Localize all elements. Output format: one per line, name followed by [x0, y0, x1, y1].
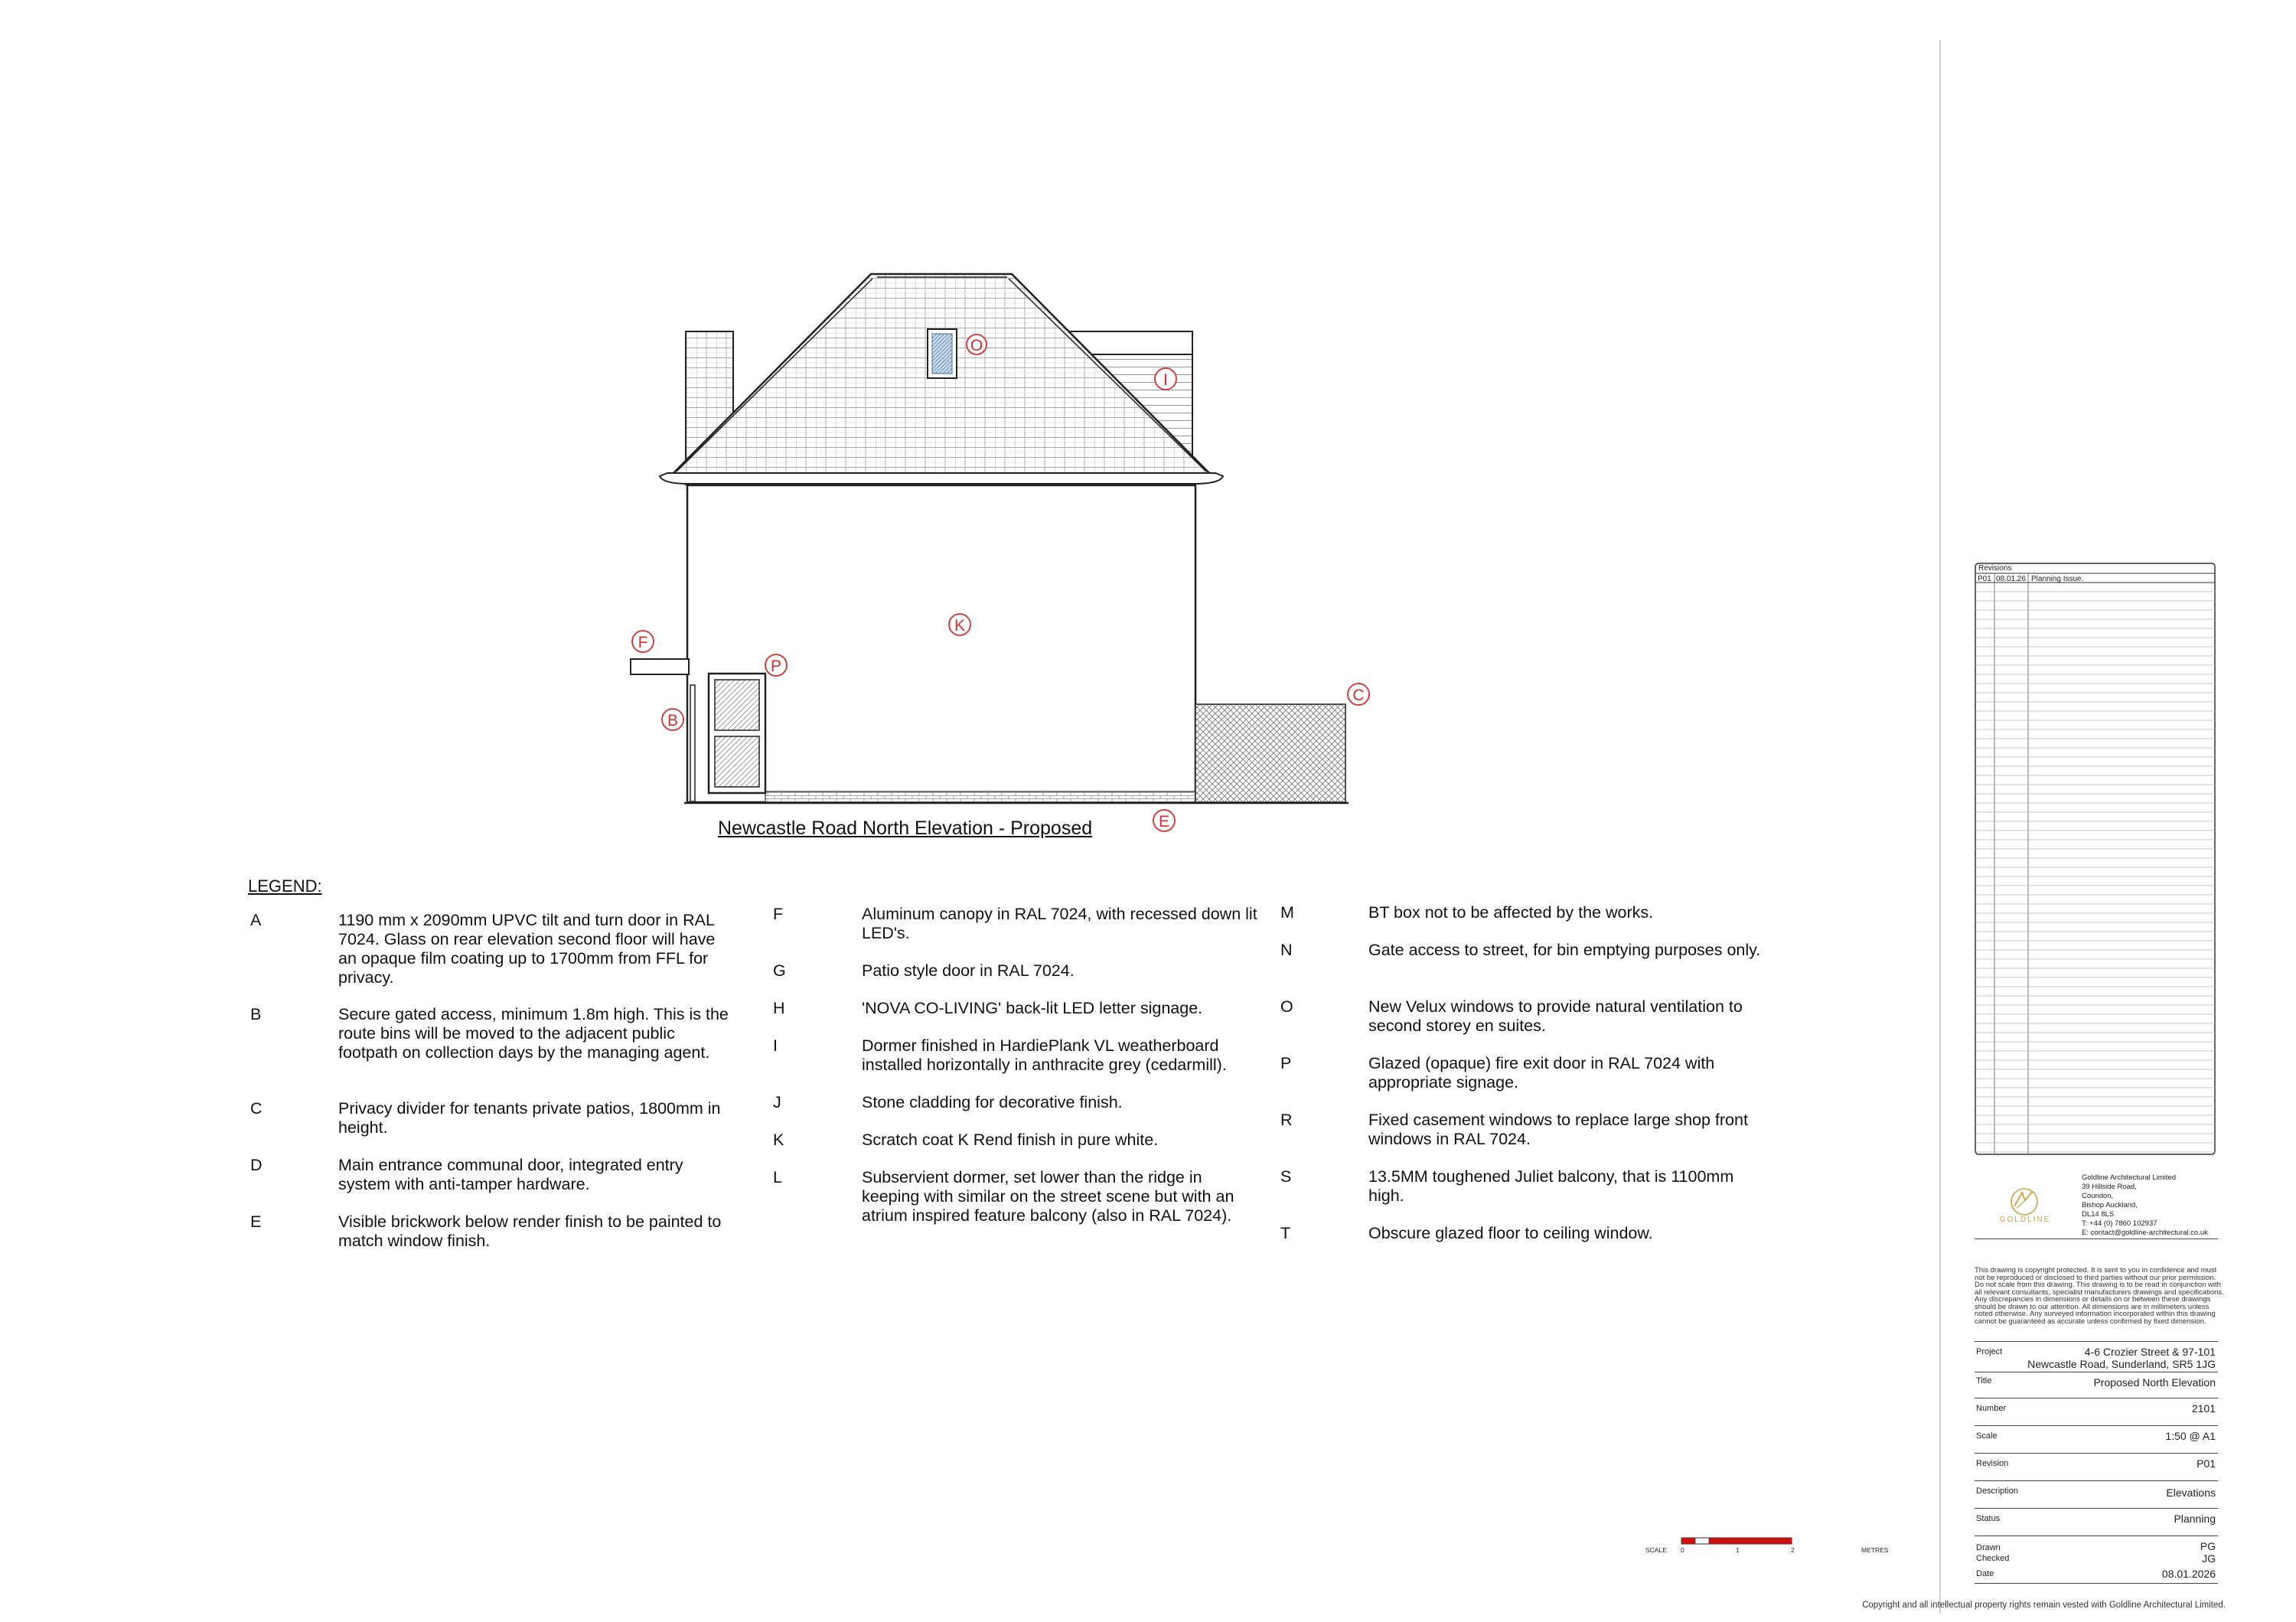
legend-code: D: [250, 1156, 263, 1174]
legend-item-H: [773, 999, 1263, 1036]
elevation-title: Newcastle Road North Elevation - Proposed: [718, 818, 1093, 839]
legend-item-D: [250, 1156, 732, 1212]
legend-item-E: [250, 1212, 732, 1269]
svg-text:C: C: [1352, 687, 1365, 704]
legend-text: Stone cladding for decorative finish.: [862, 1093, 1123, 1111]
svg-text:E: E: [1158, 813, 1170, 831]
scale-tick: 2: [1791, 1546, 1795, 1554]
eaves-gutter: [660, 473, 1223, 484]
title-value: Proposed North Elevation: [2093, 1376, 2216, 1389]
legend-item-S: [1280, 1167, 1770, 1224]
marker-K: [949, 614, 970, 635]
legend-text: Gate access to street, for bin emptying purposes only.: [1368, 941, 1761, 959]
legend-code: A: [250, 911, 262, 929]
legend-column-2: [773, 905, 1263, 1245]
svg-text:O: O: [970, 337, 983, 354]
legend-code: K: [773, 1131, 784, 1149]
divider: [1975, 1425, 2218, 1426]
goldline-logo-icon: [1998, 1179, 2051, 1232]
legend-item-L: [773, 1168, 1263, 1245]
legend-code: S: [1280, 1167, 1292, 1186]
scale-bar-label: SCALE: [1645, 1546, 1667, 1554]
legend-item-A: [250, 911, 732, 1005]
company-address: Bishop Auckland,: [2082, 1201, 2138, 1209]
checked-label: Checked: [1976, 1554, 2010, 1563]
description-label: Description: [1976, 1487, 2019, 1496]
date-value: 08.01.2026: [2161, 1568, 2216, 1580]
divider: [1975, 1453, 2218, 1454]
marker-O: [967, 335, 987, 354]
marker-C: [1348, 684, 1369, 705]
legend-text: 1190 mm x 2090mm UPVC tilt and turn door in RAL 7024. Glass on rear elevation second floor will have an opaque film coating up to 1700mm from FFL for privacy.: [338, 911, 716, 987]
legend-item-P: [1280, 1054, 1770, 1111]
privacy-divider: [1195, 704, 1345, 802]
legend-text: Dormer finished in HardiePlank VL weatherboard installed horizontally in anthracite grey (cedarmill).: [862, 1036, 1227, 1074]
drawn-value: PG: [2200, 1540, 2216, 1552]
legend-code: P: [1280, 1054, 1292, 1072]
legend-code: O: [1280, 997, 1293, 1016]
legend-text: Patio style door in RAL 7024.: [862, 961, 1075, 980]
legend-text: Fixed casement windows to replace large shop front windows in RAL 7024.: [1368, 1111, 1748, 1148]
project-line1: 4-6 Crozier Street & 97-101: [2084, 1346, 2216, 1358]
revisions-table: [1975, 563, 2219, 1160]
legend-column-1: [250, 911, 732, 1269]
copyright-footer: Copyright and all intellectual property rights remain vested with Goldline Architectural Limited.: [1862, 1601, 2226, 1610]
project-line2: Newcastle Road, Sunderland, SR5 1JG: [2027, 1358, 2216, 1370]
company-name: Goldline Architectural Limited: [2082, 1173, 2177, 1182]
legend-item-K: [773, 1131, 1263, 1168]
marker-I: [1155, 368, 1176, 390]
legend-item-I: [773, 1036, 1263, 1093]
copyright-notes: This drawing is copyright protected. It is sent to you in confidence and must not be reproduced or disclosed to third parties without our prior permission. Do not scale from this drawing. This drawing is to be read in conjunction with all relevant consultants, specialist manufacturers drawings and specifications. Any discrepancies in dimensions or details on or between these drawings should be drawn to our attention. All dimensions are in millimeters unless noted otherwise. Any surveyed information incorporated within this drawing cannot be guaranteed as accurate unless confirmed by fixed dimension.: [1975, 1266, 2224, 1326]
gate-post: [690, 685, 695, 801]
drawn-label: Drawn: [1976, 1543, 2001, 1552]
date-label: Date: [1976, 1569, 1994, 1578]
scale-bar: [1681, 1537, 1795, 1546]
revision-value: P01: [2197, 1457, 2216, 1470]
legend-item-N: [1280, 941, 1770, 997]
legend-code: H: [773, 999, 785, 1017]
legend-code: T: [1280, 1224, 1291, 1242]
description-value: Elevations: [2166, 1487, 2216, 1499]
legend-text: 'NOVA CO-LIVING' back-lit LED letter signage.: [862, 999, 1203, 1017]
legend-text: Obscure glazed floor to ceiling window.: [1368, 1224, 1653, 1242]
legend-text: 13.5MM toughened Juliet balcony, that is 1100mm high.: [1368, 1167, 1734, 1205]
legend-code: R: [1280, 1111, 1293, 1129]
project-label: Project: [1976, 1347, 2003, 1356]
legend-code: G: [773, 961, 786, 980]
legend-item-J: [773, 1093, 1263, 1131]
divider: [1975, 1583, 2218, 1584]
svg-text:K: K: [954, 617, 966, 635]
marker-F: [632, 631, 654, 652]
legend-text: Visible brickwork below render finish to be painted to match window finish.: [338, 1212, 722, 1250]
legend-code: M: [1280, 903, 1294, 922]
canopy: [631, 659, 689, 674]
revision-description: Planning Issue.: [2031, 575, 2084, 583]
company-email: E: contact@goldline-architectural.co.uk: [2082, 1229, 2208, 1237]
legend-code: I: [773, 1036, 778, 1055]
legend-text: Scratch coat K Rend finish in pure white.: [862, 1131, 1159, 1149]
legend-code: B: [250, 1005, 262, 1023]
company-address: Coundon,: [2082, 1192, 2114, 1200]
marker-P: [765, 654, 787, 676]
legend-text: BT box not to be affected by the works.: [1368, 903, 1654, 922]
title-label: Title: [1976, 1376, 1992, 1385]
number-value: 2101: [2191, 1402, 2216, 1415]
legend-item-M: [1280, 903, 1770, 941]
legend-code: J: [773, 1093, 781, 1111]
brick-plinth: [765, 791, 1195, 802]
legend-code: E: [250, 1212, 262, 1231]
legend-item-F: [773, 905, 1263, 961]
legend-column-3: [1280, 903, 1770, 1261]
svg-text:I: I: [1163, 371, 1168, 389]
legend-text: Main entrance communal door, integrated entry system with anti-tamper hardware.: [338, 1156, 683, 1193]
legend-text: Subservient dormer, set lower than the ridge in keeping with similar on the street scene but with an atrium inspired feature balcony (also in RAL 7024).: [862, 1168, 1234, 1225]
legend-item-R: [1280, 1111, 1770, 1167]
revisions-header: Revisions: [1978, 564, 2012, 573]
legend-item-G: [773, 961, 1263, 999]
legend-code: F: [773, 905, 784, 923]
scale-value: 1:50 @ A1: [2165, 1430, 2216, 1442]
scale-tick: 0: [1681, 1546, 1684, 1554]
scale-label: Scale: [1976, 1431, 1998, 1441]
legend-code: L: [773, 1168, 782, 1186]
legend-code: N: [1280, 941, 1293, 959]
svg-text:F: F: [638, 634, 648, 651]
status-value: Planning: [2174, 1513, 2216, 1525]
legend-item-B: [250, 1005, 732, 1099]
checked-value: JG: [2202, 1552, 2216, 1565]
status-label: Status: [1976, 1514, 2001, 1523]
company-address: 39 Hillside Road,: [2082, 1183, 2137, 1191]
revision-date: 08.01.26: [1996, 575, 2026, 583]
divider: [1975, 1508, 2218, 1509]
legend-item-C: [250, 1099, 732, 1156]
legend-item-O: [1280, 997, 1770, 1054]
scale-unit: METRES: [1861, 1546, 1889, 1554]
legend-text: Privacy divider for tenants private patios, 1800mm in height.: [338, 1099, 721, 1137]
marker-B: [662, 709, 683, 730]
legend-text: Secure gated access, minimum 1.8m high. This is the route bins will be moved to the adjacent public footpath on collection days by the managing agent.: [338, 1005, 729, 1062]
divider: [1975, 1480, 2218, 1481]
company-postcode: DL14 8LS: [2082, 1210, 2115, 1219]
legend-item-T: [1280, 1224, 1770, 1261]
legend-heading: LEGEND:: [248, 876, 322, 896]
scale-tick: 1: [1736, 1546, 1740, 1554]
revision-code: P01: [1978, 575, 1991, 583]
legend-text: Aluminum canopy in RAL 7024, with recessed down lit LED's.: [862, 905, 1257, 942]
svg-text:B: B: [667, 712, 679, 729]
revision-label: Revision: [1976, 1459, 2009, 1468]
divider: [1975, 1341, 2218, 1342]
legend-code: C: [250, 1099, 263, 1118]
number-label: Number: [1976, 1404, 2007, 1413]
company-phone: T: +44 (0) 7860 102937: [2082, 1219, 2157, 1228]
company-details: [2082, 1173, 2208, 1238]
legend-text: New Velux windows to provide natural ventilation to second storey en suites.: [1368, 997, 1743, 1035]
legend-text: Glazed (opaque) fire exit door in RAL 7024 with appropriate signage.: [1368, 1054, 1715, 1092]
goldline-logo-text: GOLDLINE: [1999, 1216, 2051, 1224]
marker-E: [1153, 810, 1175, 831]
svg-text:P: P: [770, 658, 782, 675]
